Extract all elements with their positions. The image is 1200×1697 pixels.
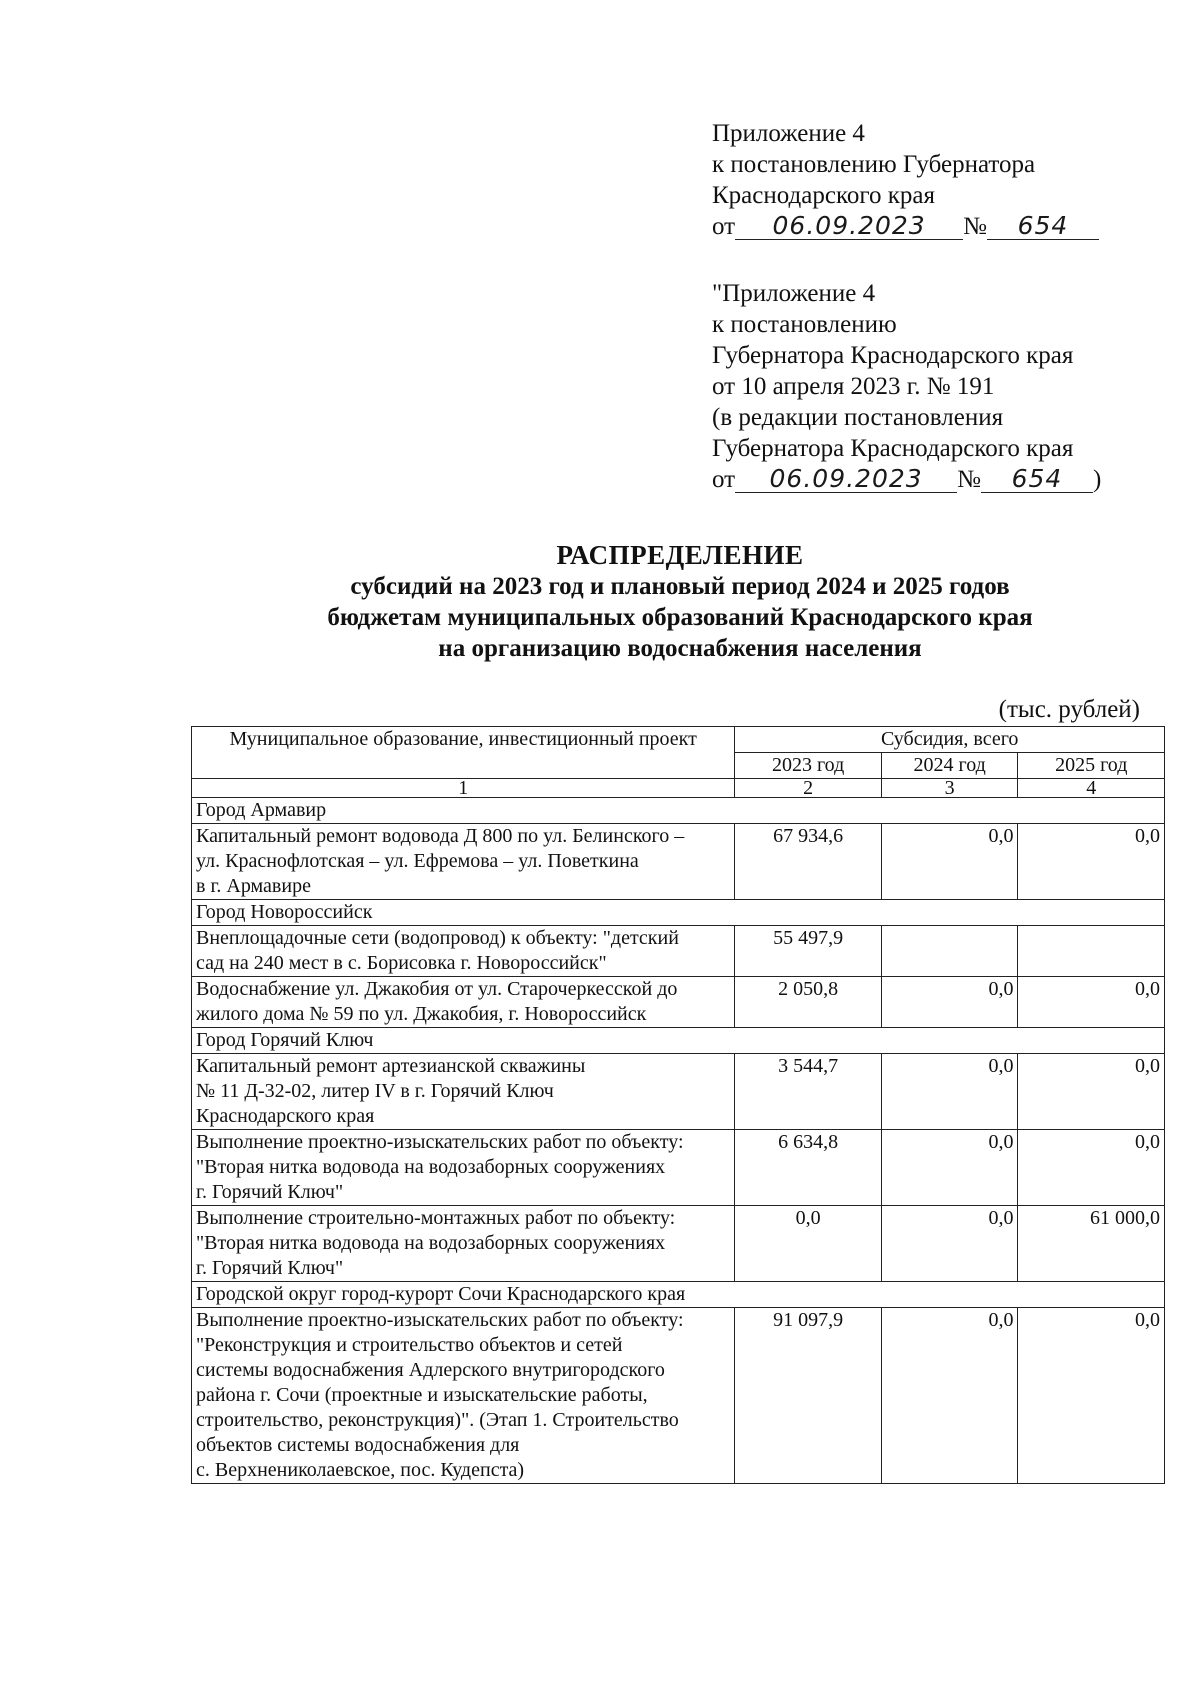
municipality-name: Город Новороссийск — [192, 900, 1165, 926]
project-name-line: Краснодарского края — [196, 1105, 375, 1127]
project-name-line: сад на 240 мест в с. Борисовка г. Новороссийск" — [196, 952, 607, 974]
municipality-name: Город Армавир — [192, 798, 1165, 824]
header-year-2025: 2025 год — [1018, 753, 1165, 779]
from-label: от — [712, 213, 736, 240]
column-number: 3 — [881, 779, 1018, 798]
table-row — [192, 1054, 1165, 1130]
project-name-line: Водоснабжение ул. Джакобия от ул. Старочеркесской до — [196, 978, 678, 1000]
closing-paren: ) — [1092, 466, 1102, 493]
document-title — [200, 540, 1160, 664]
municipality-name: Город Горячий Ключ — [192, 1028, 1165, 1054]
project-name — [192, 1130, 735, 1206]
project-name-line: Выполнение строительно-монтажных работ по объекту: — [196, 1207, 676, 1229]
units-label: (тыс. рублей) — [998, 696, 1140, 723]
title-line4: на организацию водоснабжения населения — [438, 635, 922, 662]
project-name-line: г. Горячий Ключ" — [196, 1181, 344, 1203]
project-name — [192, 926, 735, 977]
title-line2: субсидий на 2023 год и плановый период 2024 и 2025 годов — [350, 573, 1010, 600]
project-name-line: объектов системы водоснабжения для — [196, 1434, 520, 1456]
project-name-line: ул. Краснофлотская – ул. Ефремова – ул. Поветкина — [196, 850, 639, 872]
appendix-previous-line5: (в редакции постановления — [712, 404, 1004, 431]
header-year-2024: 2024 год — [881, 753, 1018, 779]
project-name-line: в г. Армавире — [196, 875, 311, 897]
appendix-previous-date-line — [712, 464, 1101, 495]
header-name: Муниципальное образование, инвестиционный проект — [192, 727, 735, 779]
subsidy-value-2025: 61 000,0 — [1018, 1206, 1165, 1282]
project-name-line: района г. Сочи (проектные и изыскательские работы, — [196, 1384, 648, 1406]
project-name-line: Выполнение проектно-изыскательских работ по объекту: — [196, 1309, 684, 1331]
appendix-current-line3: Краснодарского края — [712, 182, 935, 209]
table-body — [192, 798, 1165, 1484]
handwritten-number: 654 — [981, 466, 1093, 493]
subsidy-value-2025 — [1018, 926, 1165, 977]
subsidy-value-2025: 0,0 — [1018, 824, 1165, 900]
appendix-current-line2: к постановлению Губернатора — [712, 151, 1036, 178]
project-name — [192, 977, 735, 1028]
subsidy-value-2025: 0,0 — [1018, 977, 1165, 1028]
project-name-line: "Вторая нитка водовода на водозаборных сооружениях — [196, 1232, 666, 1254]
subsidy-value-2024: 0,0 — [881, 1206, 1018, 1282]
subsidy-value-2025: 0,0 — [1018, 1308, 1165, 1484]
table-row — [192, 824, 1165, 900]
project-name — [192, 1054, 735, 1130]
appendix-previous-line3: Губернатора Краснодарского края — [712, 342, 1074, 369]
appendix-previous-line1: "Приложение 4 — [712, 280, 876, 307]
number-label: № — [957, 466, 981, 493]
number-label: № — [963, 213, 987, 240]
table-row — [192, 1206, 1165, 1282]
subsidy-value-2023: 0,0 — [735, 1206, 881, 1282]
subsidy-value-2025: 0,0 — [1018, 1130, 1165, 1206]
project-name-line: "Реконструкция и строительство объектов и сетей — [196, 1334, 623, 1356]
subsidy-value-2023: 55 497,9 — [735, 926, 881, 977]
project-name-line: Выполнение проектно-изыскательских работ по объекту: — [196, 1131, 684, 1153]
column-number: 2 — [735, 779, 881, 798]
title-line3: бюджетам муниципальных образований Краснодарского края — [327, 604, 1033, 631]
subsidy-value-2024: 0,0 — [881, 824, 1018, 900]
table-row — [192, 1028, 1165, 1054]
subsidy-value-2024: 0,0 — [881, 1054, 1018, 1130]
appendix-previous-line2: к постановлению — [712, 311, 897, 338]
subsidy-value-2023: 2 050,8 — [735, 977, 881, 1028]
subsidy-value-2023: 3 544,7 — [735, 1054, 881, 1130]
handwritten-number: 654 — [987, 213, 1099, 240]
project-name-line: г. Горячий Ключ" — [196, 1257, 344, 1279]
appendix-current-line1: Приложение 4 — [712, 120, 865, 147]
project-name-line: с. Верхнениколаевское, пос. Кудепста) — [196, 1459, 525, 1481]
subsidy-value-2023: 91 097,9 — [735, 1308, 881, 1484]
subsidy-value-2024: 0,0 — [881, 977, 1018, 1028]
project-name — [192, 1206, 735, 1282]
table-row — [192, 1282, 1165, 1308]
handwritten-date: 06.09.2023 — [735, 466, 957, 493]
table-row — [192, 798, 1165, 824]
appendix-current-block — [712, 118, 1099, 242]
appendix-current-date-line — [712, 211, 1099, 242]
project-name — [192, 824, 735, 900]
table-row — [192, 1308, 1165, 1484]
table-row — [192, 977, 1165, 1028]
project-name-line: № 11 Д-32-02, литер IV в г. Горячий Ключ — [196, 1080, 554, 1102]
table-row — [192, 1130, 1165, 1206]
column-number: 4 — [1018, 779, 1165, 798]
header-year-2023: 2023 год — [735, 753, 881, 779]
subsidy-value-2024 — [881, 926, 1018, 977]
subsidy-table — [191, 726, 1165, 1484]
title-main: РАСПРЕДЕЛЕНИЕ — [556, 540, 804, 570]
project-name-line: "Вторая нитка водовода на водозаборных сооружениях — [196, 1156, 666, 1178]
project-name-line: системы водоснабжения Адлерского внутригородского — [196, 1359, 665, 1381]
appendix-previous-line6: Губернатора Краснодарского края — [712, 435, 1074, 462]
municipality-name: Городской округ город-курорт Сочи Краснодарского края — [192, 1282, 1165, 1308]
header-subsidy: Субсидия, всего — [735, 727, 1165, 753]
project-name — [192, 1308, 735, 1484]
project-name-line: жилого дома № 59 по ул. Джакобия, г. Новороссийск — [196, 1003, 647, 1025]
subsidy-value-2024: 0,0 — [881, 1308, 1018, 1484]
handwritten-date: 06.09.2023 — [735, 213, 963, 240]
project-name-line: Капитальный ремонт водовода Д 800 по ул. Белинского – — [196, 825, 685, 847]
subsidy-value-2023: 6 634,8 — [735, 1130, 881, 1206]
from-label: от — [712, 466, 736, 493]
subsidy-value-2024: 0,0 — [881, 1130, 1018, 1206]
subsidy-value-2025: 0,0 — [1018, 1054, 1165, 1130]
subsidy-value-2023: 67 934,6 — [735, 824, 881, 900]
table-row — [192, 900, 1165, 926]
appendix-previous-line4: от 10 апреля 2023 г. № 191 — [712, 373, 995, 400]
table-row — [192, 926, 1165, 977]
appendix-previous-block — [712, 278, 1101, 495]
project-name-line: строительство, реконструкция)". (Этап 1. Строительство — [196, 1409, 679, 1431]
column-number: 1 — [192, 779, 735, 798]
project-name-line: Капитальный ремонт артезианской скважины — [196, 1055, 586, 1077]
project-name-line: Внеплощадочные сети (водопровод) к объекту: "детский — [196, 927, 679, 949]
